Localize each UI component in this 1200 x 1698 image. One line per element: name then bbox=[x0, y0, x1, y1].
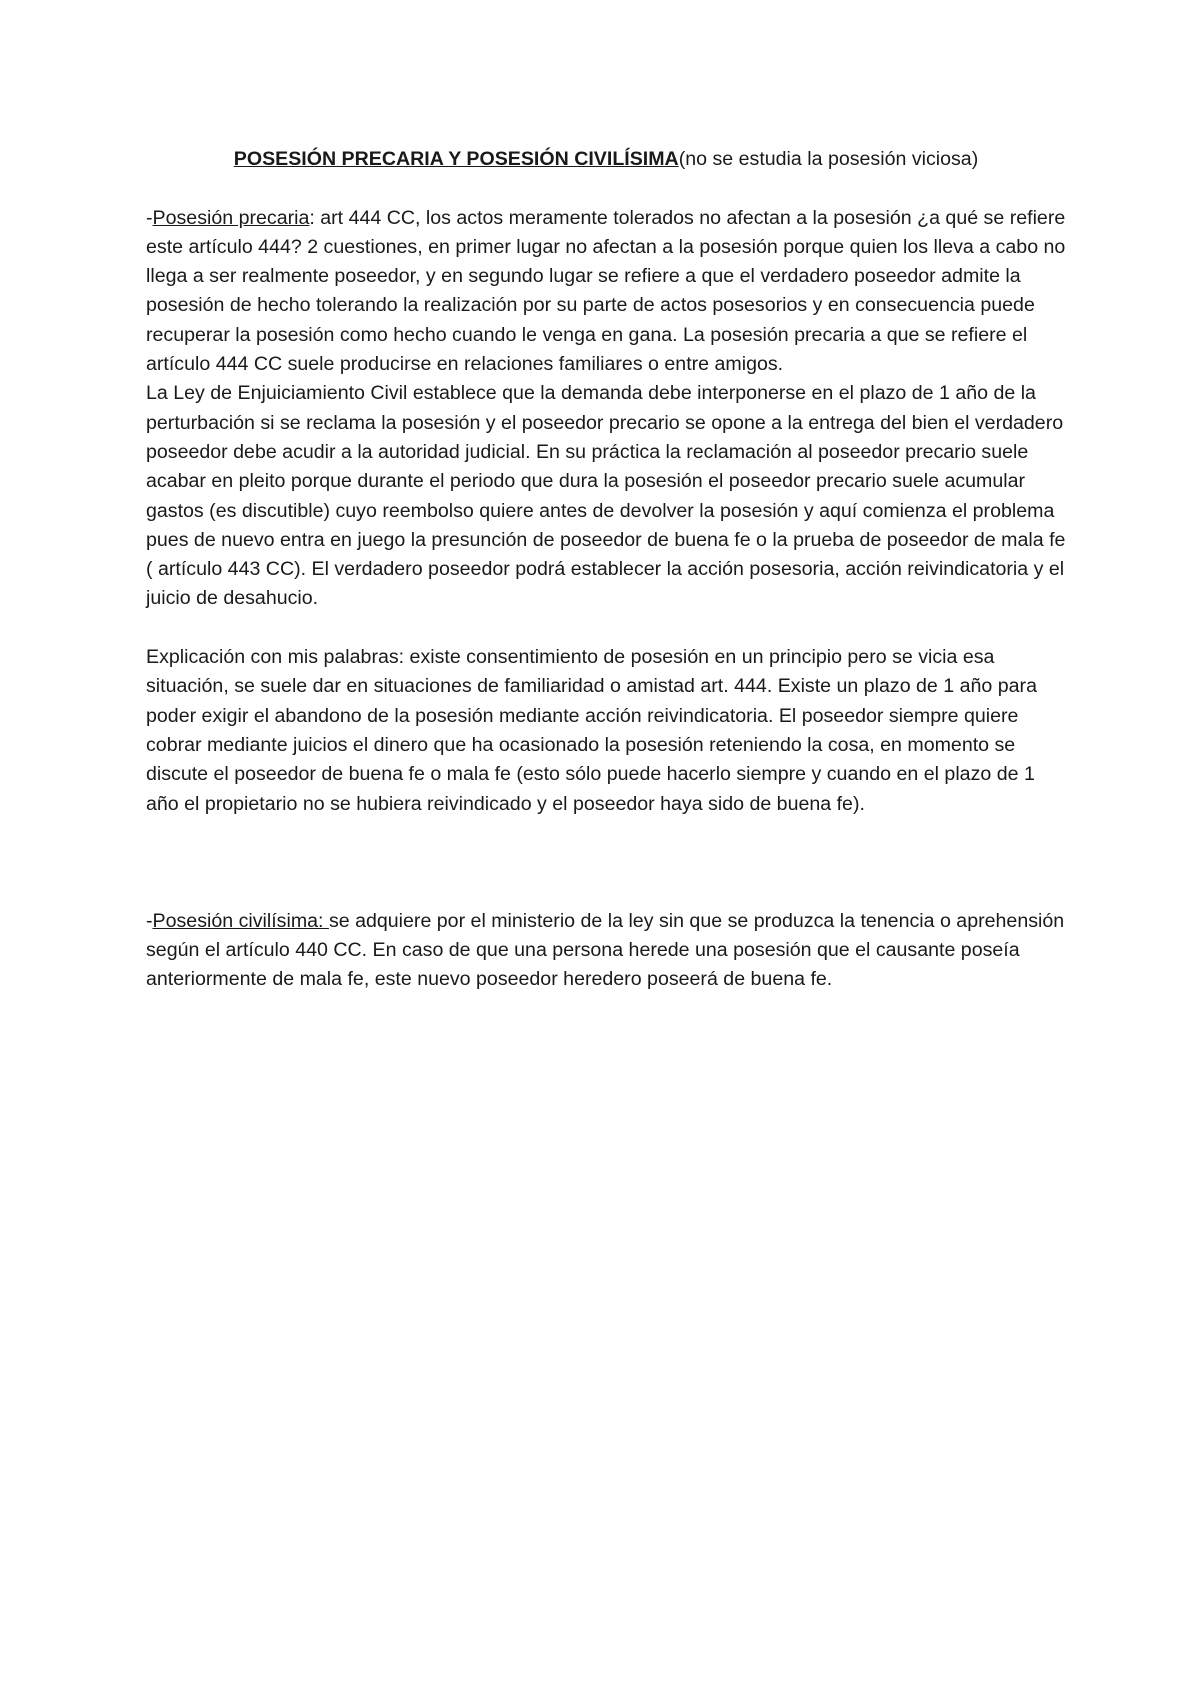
title-bold: POSESIÓN PRECARIA Y POSESIÓN CIVILÍSIMA bbox=[233, 148, 679, 170]
paragraph-posesion-civilisima bbox=[146, 907, 1066, 995]
section-dash: - bbox=[146, 909, 153, 932]
spacer bbox=[146, 614, 1066, 643]
body-posesion-precaria: : art 444 CC, los actos meramente tolerados no afectan a la posesión ¿a qué se refiere este artículo 444? 2 cuestiones, en primer lugar no afectan a la posesión porque quien los lleva a cabo no llega a ser realmente poseedor, y en segundo lugar se refiere a que el verdadero poseedor admite la posesión de hecho tolerando la realización por su parte de actos posesorios y en consecuencia puede recuperar la posesión como hecho cuando le venga en gana. La posesión precaria a que se refiere el artículo 444 CC suele producirse en relaciones familiares o entre amigos. bbox=[146, 206, 1066, 376]
body-posesion-civilisima: se adquiere por el ministerio de la ley sin que se produzca la tenencia o aprehensión según el artículo 440 CC. En caso de que una persona herede una posesión que el causante poseía anteriormente de mala fe, este nuevo poseedor heredero poseerá de buena fe. bbox=[146, 909, 1065, 991]
spacer bbox=[146, 174, 1066, 203]
paragraph-posesion-precaria bbox=[146, 204, 1066, 380]
paragraph-explicacion: Explicación con mis palabras: existe consentimiento de posesión en un principio pero se vicia esa situación, se suele dar en situaciones de familiaridad o amistad art. 444. Existe un plazo de 1 año para poder exigir el abandono de la posesión mediante acción reivindicatoria. El poseedor siempre quiere cobrar mediante juicios el dinero que ha ocasionado la posesión reteniendo la cosa, en momento se discute el poseedor de buena fe o mala fe (esto sólo puede hacerlo siempre y cuando en el plazo de 1 año el propietario no se hubiera reivindicado y el poseedor haya sido de buena fe). bbox=[146, 646, 1037, 815]
document-title bbox=[146, 145, 1066, 174]
document-body bbox=[146, 145, 1066, 995]
heading-posesion-precaria: Posesión precaria bbox=[152, 206, 310, 229]
heading-posesion-civilisima: Posesión civilísima: bbox=[152, 909, 329, 932]
spacer bbox=[146, 819, 1066, 907]
paragraph-ley-enjuiciamiento: La Ley de Enjuiciamiento Civil establece que la demanda debe interponerse en el plazo de 1 año de la perturbación si se reclama la posesión y el poseedor precario se opone a la entrega del bien el verdadero poseedor debe acudir a la autoridad judicial. En su práctica la reclamación al poseedor precario suele acabar en pleito porque durante el periodo que dura la posesión el poseedor precario suele acumular gastos (es discutible) cuyo reembolso quiere antes de devolver la posesión y aquí comienza el problema pues de nuevo entra en juego la presunción de poseedor de buena fe o la prueba de poseedor de mala fe ( artículo 443 CC). El verdadero poseedor podrá establecer la acción posesoria, acción reivindicatoria y el juicio de desahucio. bbox=[146, 382, 1066, 610]
title-note: (no se estudia la posesión viciosa) bbox=[678, 148, 979, 170]
section-dash: - bbox=[146, 206, 153, 229]
